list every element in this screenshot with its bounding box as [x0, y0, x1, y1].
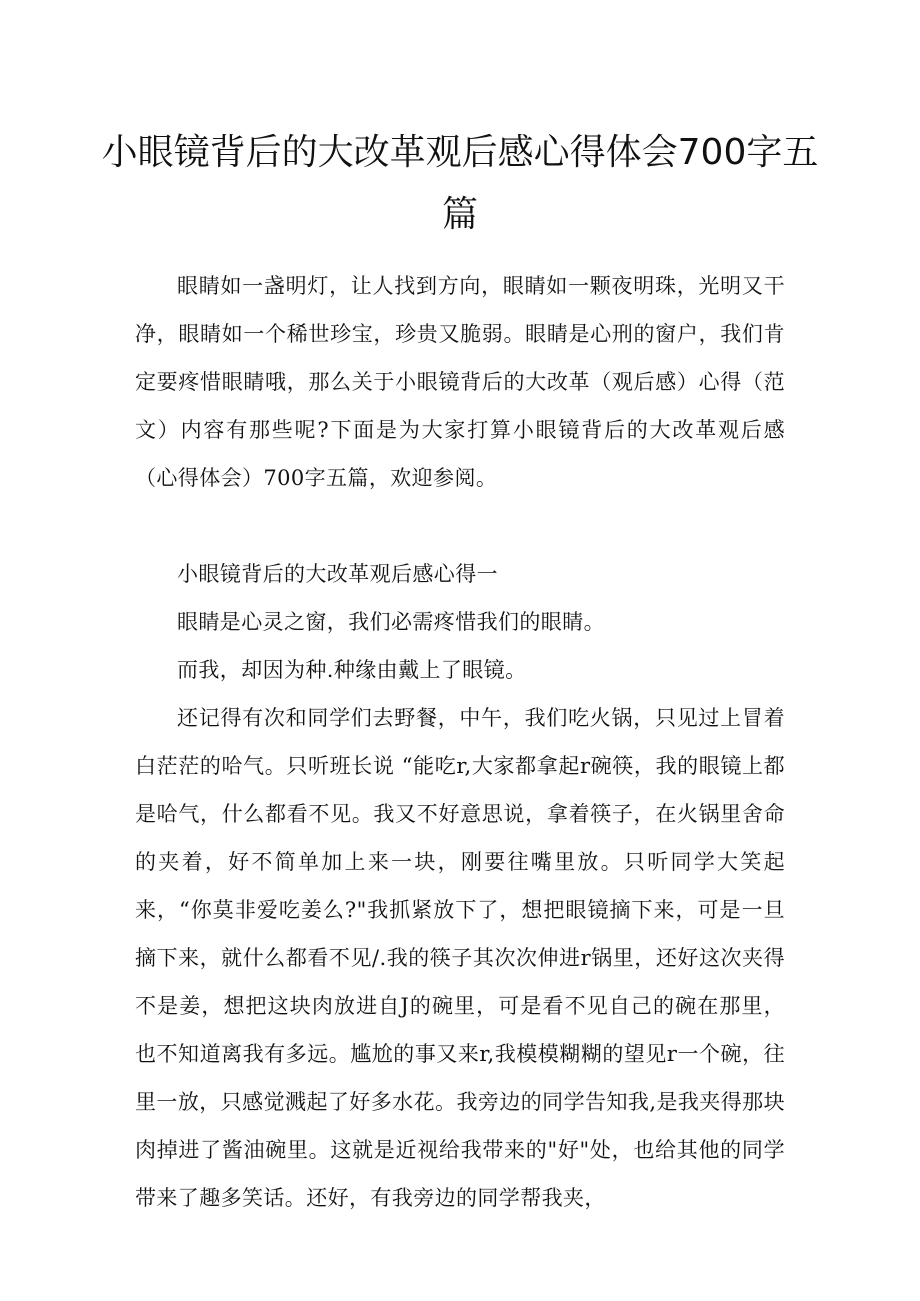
body-paragraph: 还记得有次和同学们去野餐，中午，我们吃火锅，只见过上冒着白茫茫的哈气。只听班长说 “能吃r,大家都拿起r碗筷，我的眼镜上都是哈气，什么都看不见。我又不好意思说，拿着筷子，在火锅里舍命的夹着，好不简单加上来一块，刚要往嘴里放。只听同学大笑起来，“你莫非爱吃姜么?"我抓紧放下了，想把眼镜摘下来，可是一旦摘下来，就什么都看不见/.我的筷子其次次伸进r锅里，还好这次夹得不是姜，想把这块肉放进自J的碗里，可是看不见自己的碗在那里，也不知道离我有多远。尴尬的事又来r,我模模糊糊的望见r一个碗，往里一放，只感觉溅起了好多水花。我旁边的同学告知我,是我夹得那块肉掉进了酱油碗里。这就是近视给我带来的"好"处，也给其他的同学带来了趣多笑话。还好，有我旁边的同学帮我夹， [135, 706, 785, 1210]
document-title: 小眼镜背后的大改革观后感心得体会700字五篇 [101, 132, 819, 235]
body-paragraph: 而我，却因为种.种缘由戴上了眼镜。 [177, 658, 527, 682]
intro-paragraph: 眼睛如一盏明灯，让人找到方向，眼睛如一颗夜明珠，光明又干净，眼睛如一个稀世珍宝，珍贵又脆弱。眼睛是心刑的窗户，我们肯定要疼惜眼睛哦，那么关于小眼镜背后的大改革（观后感）心得（范文）内容有那些呢?下面是为大家打算小眼镜背后的大改革观后感（心得体会）700字五篇，欢迎参阅。 [135, 274, 785, 490]
body-paragraph: 眼睛是心灵之窗，我们必需疼惜我们的眼睛。 [177, 610, 605, 634]
document-body [135, 262, 785, 1222]
section-heading: 小眼镜背后的大改革观后感心得一 [177, 562, 498, 586]
